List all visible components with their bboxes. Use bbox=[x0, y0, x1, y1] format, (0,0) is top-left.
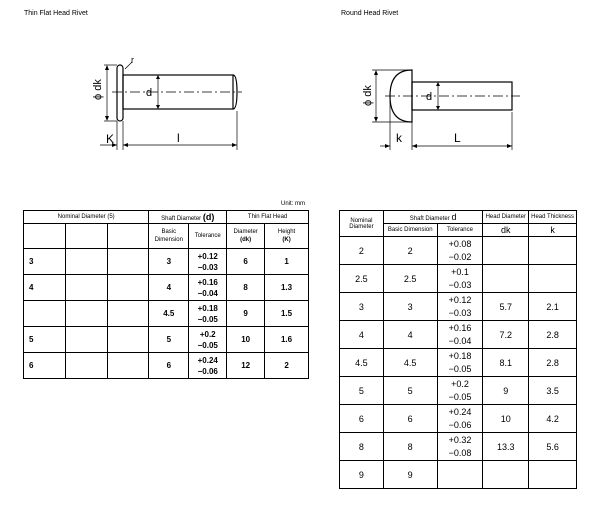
d-label: d bbox=[146, 87, 153, 99]
k-cell: 1.3 bbox=[265, 275, 309, 301]
k-symbol-header: k bbox=[529, 224, 577, 237]
basic-cell: 2.5 bbox=[383, 265, 437, 293]
nominal-cell: 6 bbox=[340, 405, 384, 433]
blank-cell bbox=[65, 327, 107, 353]
k-cell: 1.5 bbox=[265, 301, 309, 327]
k-cell: 5.6 bbox=[529, 433, 577, 461]
dk-cell bbox=[483, 461, 529, 489]
thin-flat-head-title: Thin Flat Head Rivet bbox=[24, 10, 88, 17]
shaft-diameter-header: Shaft Diameter d bbox=[383, 211, 483, 224]
blank-cell bbox=[65, 301, 107, 327]
table-row bbox=[340, 433, 577, 461]
table-row bbox=[340, 349, 577, 377]
table-row bbox=[340, 405, 577, 433]
basic-dimension-header: Basic Dimension bbox=[149, 224, 189, 249]
nominal-diameter-header: Nominal Diameter (5) bbox=[24, 211, 149, 224]
table-row bbox=[340, 293, 577, 321]
tolerance-header: Tolerance bbox=[437, 224, 483, 237]
basic-cell: 4.5 bbox=[149, 301, 189, 327]
head-diameter-header: Head Diameter bbox=[483, 211, 529, 224]
shaft-diameter-header: Shaft Diameter (d) bbox=[149, 211, 227, 224]
nominal-cell: 5 bbox=[340, 377, 384, 405]
round-head-table bbox=[339, 210, 577, 489]
table-row bbox=[340, 265, 577, 293]
r-label: r bbox=[131, 55, 134, 65]
head-header: Thin Flat Head bbox=[227, 211, 309, 224]
k-cell: 1.6 bbox=[265, 327, 309, 353]
tolerance-cell: +0.12 −0.03 bbox=[437, 293, 483, 321]
basic-cell: 5 bbox=[149, 327, 189, 353]
basic-cell: 6 bbox=[383, 405, 437, 433]
dk-cell bbox=[483, 265, 529, 293]
nominal-cell: 4.5 bbox=[340, 349, 384, 377]
dk-cell bbox=[483, 237, 529, 265]
tolerance-cell: +0.16 −0.04 bbox=[437, 321, 483, 349]
table-row bbox=[24, 353, 309, 379]
d-label: d bbox=[426, 91, 433, 103]
round-head-title: Round Head Rivet bbox=[341, 10, 399, 17]
k-cell bbox=[529, 265, 577, 293]
k-cell bbox=[529, 237, 577, 265]
table-row bbox=[340, 377, 577, 405]
k-label: K bbox=[106, 132, 115, 146]
basic-cell: 2 bbox=[383, 237, 437, 265]
round-head-rivet-diagram bbox=[350, 60, 530, 155]
k-cell: 4.2 bbox=[529, 405, 577, 433]
basic-cell: 4.5 bbox=[383, 349, 437, 377]
basic-cell: 3 bbox=[383, 293, 437, 321]
basic-cell: 5 bbox=[383, 377, 437, 405]
basic-cell: 4 bbox=[383, 321, 437, 349]
dk-cell: 9 bbox=[483, 377, 529, 405]
dk-cell: 13.3 bbox=[483, 433, 529, 461]
tolerance-cell: +0.32 −0.08 bbox=[437, 433, 483, 461]
tolerance-cell: +0.1 −0.03 bbox=[437, 265, 483, 293]
tolerance-cell: +0.2 −0.05 bbox=[437, 377, 483, 405]
tolerance-cell: +0.12 −0.03 bbox=[189, 249, 227, 275]
dk-cell: 12 bbox=[227, 353, 265, 379]
nominal-cell: 2.5 bbox=[340, 265, 384, 293]
height-header: Height (K) bbox=[265, 224, 309, 249]
tolerance-cell: +0.08 −0.02 bbox=[437, 237, 483, 265]
dk-cell: 10 bbox=[483, 405, 529, 433]
table-row bbox=[24, 327, 309, 353]
k-cell: 2 bbox=[265, 353, 309, 379]
tolerance-cell: +0.18 −0.05 bbox=[437, 349, 483, 377]
blank-cell bbox=[107, 327, 149, 353]
dk-cell: 8.1 bbox=[483, 349, 529, 377]
dk-cell: 10 bbox=[227, 327, 265, 353]
tolerance-cell: +0.24 −0.06 bbox=[437, 405, 483, 433]
nominal-cell: 3 bbox=[340, 293, 384, 321]
unit-label: Unit: mm bbox=[281, 201, 305, 207]
basic-cell: 4 bbox=[149, 275, 189, 301]
table-row bbox=[340, 237, 577, 265]
tolerance-cell: +0.24 −0.06 bbox=[189, 353, 227, 379]
nominal-cell: 8 bbox=[340, 433, 384, 461]
basic-cell: 8 bbox=[383, 433, 437, 461]
blank-cell bbox=[65, 353, 107, 379]
tolerance-cell: +0.16 −0.04 bbox=[189, 275, 227, 301]
thin-flat-head-table bbox=[23, 210, 309, 379]
table-row bbox=[24, 275, 309, 301]
dk-cell: 7.2 bbox=[483, 321, 529, 349]
dk-cell: 9 bbox=[227, 301, 265, 327]
dk-symbol-header: dk bbox=[483, 224, 529, 237]
basic-cell: 3 bbox=[149, 249, 189, 275]
table-row bbox=[24, 301, 309, 327]
nominal-cell: 9 bbox=[340, 461, 384, 489]
nominal-cell: 2 bbox=[340, 237, 384, 265]
blank-cell bbox=[107, 249, 149, 275]
dk-cell: 6 bbox=[227, 249, 265, 275]
dk-cell: 8 bbox=[227, 275, 265, 301]
table-row bbox=[24, 249, 309, 275]
k-cell: 3.5 bbox=[529, 377, 577, 405]
diameter-header: Diameter (dk) bbox=[227, 224, 265, 249]
basic-dimension-header: Basic Dimension bbox=[383, 224, 437, 237]
nominal-cell: 6 bbox=[24, 353, 66, 379]
nominal-cell: 4 bbox=[340, 321, 384, 349]
blank-cell bbox=[107, 353, 149, 379]
L-label: L bbox=[454, 131, 461, 145]
nominal-diameter-header: Nominal Diameter bbox=[340, 211, 384, 237]
nominal-cell: 5 bbox=[24, 327, 66, 353]
blank-cell bbox=[107, 301, 149, 327]
k-cell bbox=[529, 461, 577, 489]
head-thickness-header: Head Thickness bbox=[529, 211, 577, 224]
k-cell: 1 bbox=[265, 249, 309, 275]
thin-flat-head-rivet-diagram bbox=[70, 55, 250, 155]
table-row bbox=[340, 321, 577, 349]
nominal-cell: 4 bbox=[24, 275, 66, 301]
blank-cell bbox=[65, 275, 107, 301]
nominal-cell bbox=[24, 301, 66, 327]
k-cell: 2.8 bbox=[529, 321, 577, 349]
k-cell: 2.1 bbox=[529, 293, 577, 321]
basic-cell: 6 bbox=[149, 353, 189, 379]
l-label: l bbox=[177, 131, 180, 145]
k-cell: 2.8 bbox=[529, 349, 577, 377]
basic-cell: 9 bbox=[383, 461, 437, 489]
blank-cell bbox=[107, 275, 149, 301]
blank-cell bbox=[65, 249, 107, 275]
dk-label: ϕ dk bbox=[92, 79, 104, 100]
tolerance-cell bbox=[437, 461, 483, 489]
dk-label: ϕ dk bbox=[362, 85, 374, 106]
k-label: k bbox=[396, 131, 402, 145]
tolerance-cell: +0.2 −0.05 bbox=[189, 327, 227, 353]
table-row bbox=[340, 461, 577, 489]
tolerance-cell: +0.18 −0.05 bbox=[189, 301, 227, 327]
nominal-cell: 3 bbox=[24, 249, 66, 275]
dk-cell: 5.7 bbox=[483, 293, 529, 321]
tolerance-header: Tolerance bbox=[189, 224, 227, 249]
